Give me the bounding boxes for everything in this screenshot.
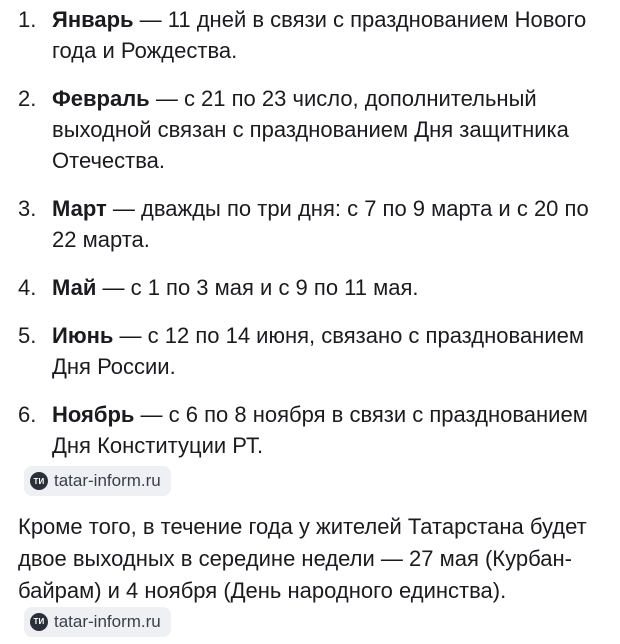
list-item-number: 1. <box>18 7 37 32</box>
list-item-title: Февраль <box>52 86 150 111</box>
list-item-number: 4. <box>18 275 37 300</box>
source-link[interactable] <box>24 607 171 637</box>
list-item-title: Ноябрь <box>52 402 135 427</box>
list-item-number: 6. <box>18 402 37 427</box>
list-item <box>18 399 608 461</box>
source-link[interactable] <box>24 466 171 496</box>
holiday-list <box>18 4 608 478</box>
list-item-text: — с 1 по 3 мая и с 9 по 11 мая. <box>96 275 419 300</box>
list-item-text: — с 21 по 23 число, дополнительный выходной связан с празднованием Дня защитника Отечества. <box>52 86 569 173</box>
list-item-body <box>52 320 608 382</box>
list-item-text: — дважды по три дня: с 7 по 9 марта и с 20 по 22 марта. <box>52 196 589 252</box>
summary-text: Кроме того, в течение года у жителей Татарстана будет двое выходных в середине недели — 27 мая (Курбан-байрам) и 4 ноября (День народного единства). <box>18 514 587 603</box>
list-item-text: — с 12 по 14 июня, связано с празднованием Дня России. <box>52 323 584 379</box>
list-item-body <box>52 272 608 303</box>
list-item-body <box>52 399 608 461</box>
list-item-number: 2. <box>18 86 37 111</box>
list-item-text: — 11 дней в связи с празднованием Нового года и Рождества. <box>52 7 587 63</box>
list-item-title: Июнь <box>52 323 114 348</box>
list-item-number: 3. <box>18 196 37 221</box>
list-item <box>18 320 608 382</box>
summary-paragraph <box>18 511 608 639</box>
list-item-title: Май <box>52 275 97 300</box>
list-item-title: Март <box>52 196 107 221</box>
source-link-label: tatar-inform.ru <box>54 471 161 490</box>
list-item-body <box>52 193 608 255</box>
list-item <box>18 4 608 66</box>
list-item-title: Январь <box>52 7 134 32</box>
list-item-number: 5. <box>18 323 37 348</box>
list-item <box>18 193 608 255</box>
list-item <box>18 83 608 176</box>
tatar-inform-logo-icon: ТИ <box>30 613 48 631</box>
list-item-body <box>52 83 608 176</box>
source-link-label: tatar-inform.ru <box>54 612 161 632</box>
list-item <box>18 272 608 303</box>
list-item-body <box>52 4 608 66</box>
list-item-text: — с 6 по 8 ноября в связи с празднованием Дня Конституции РТ. <box>52 402 588 458</box>
tatar-inform-logo-icon: ТИ <box>30 472 48 490</box>
